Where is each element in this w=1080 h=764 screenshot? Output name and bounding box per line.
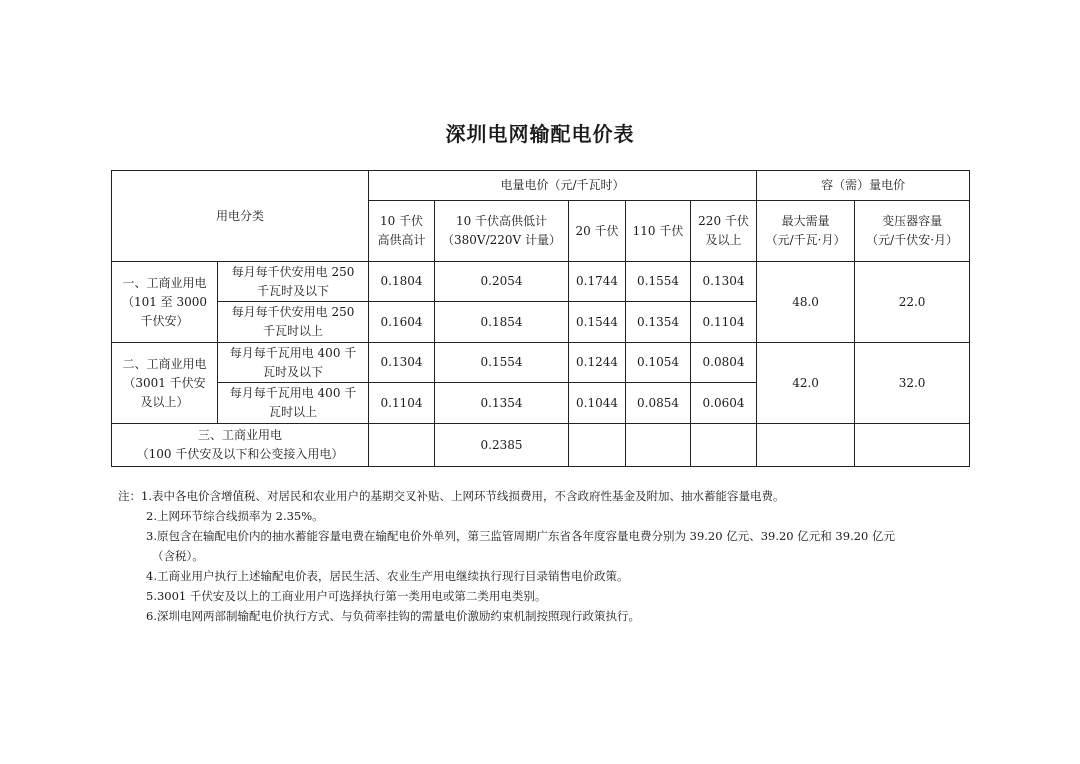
group-label: 一、工商业用电 （101 至 3000 千伏安） [112, 262, 218, 343]
note-3-cont: （含税）。 [152, 549, 204, 563]
table-cell: 0.1854 [435, 302, 569, 343]
table-cell: 0.0604 [691, 383, 757, 424]
category-header: 用电分类 [112, 171, 369, 262]
table-cell-empty [569, 424, 626, 467]
row-label: 每月每千伏安用电 250 千瓦时及以下 [218, 262, 369, 302]
table-cell: 0.1304 [369, 343, 435, 383]
table-cell: 0.2054 [435, 262, 569, 302]
table-cell-empty [855, 424, 970, 467]
row-label: 每月每千伏安用电 250 千瓦时以上 [218, 302, 369, 343]
note-3: 3.原包含在输配电价内的抽水蓄能容量电费在输配电价外单列，第三监管周期广东省各年度容量电费分别为 39.20 亿元、39.20 亿元和 39.20 亿元 [146, 529, 896, 543]
table-cell: 0.1104 [691, 302, 757, 343]
table-row [112, 424, 970, 467]
page-title: 深圳电网输配电价表 [445, 122, 635, 146]
table-cell: 0.1354 [435, 383, 569, 424]
row-label: 每月每千瓦用电 400 千 瓦时以上 [218, 383, 369, 424]
col-max-demand-header: 最大需量 （元/千瓦·月） [757, 201, 855, 262]
table-cell: 0.1554 [626, 262, 691, 302]
table-cell-empty [691, 424, 757, 467]
table-cell: 0.2385 [435, 424, 569, 467]
table-cell: 0.1304 [691, 262, 757, 302]
max-demand-value: 48.0 [757, 262, 855, 343]
table-cell: 0.1804 [369, 262, 435, 302]
table-cell: 0.1044 [569, 383, 626, 424]
group-label: 二、工商业用电 （3001 千伏安 及以上） [112, 343, 218, 424]
table-cell: 0.1544 [569, 302, 626, 343]
max-demand-value: 42.0 [757, 343, 855, 424]
table-cell: 0.0854 [626, 383, 691, 424]
note-6: 6.深圳电网两部制输配电价执行方式、与负荷率挂钩的需量电价激励约束机制按照现行政策执行。 [146, 609, 640, 623]
capacity-price-header: 容（需）量电价 [757, 171, 970, 201]
note-1: 注：1.表中各电价含增值税、对居民和农业用户的基期交叉补贴、上网环节线损费用，不含政府性基金及附加、抽水蓄能容量电费。 [118, 489, 785, 503]
table-cell: 0.1354 [626, 302, 691, 343]
table-cell: 0.0804 [691, 343, 757, 383]
notes [118, 486, 998, 626]
note-4: 4.工商业用户执行上述输配电价表，居民生活、农业生产用电继续执行现行目录销售电价政策。 [146, 569, 629, 583]
col-transformer-header: 变压器容量 （元/千伏安·月） [855, 201, 970, 262]
row-label: 每月每千瓦用电 400 千 瓦时及以下 [218, 343, 369, 383]
col-110kv-header: 110 千伏 [626, 201, 691, 262]
notes-prefix: 注： [118, 489, 141, 503]
table-row [112, 343, 970, 383]
table-cell: 0.1604 [369, 302, 435, 343]
col-220kv-header: 220 千伏 及以上 [691, 201, 757, 262]
table-cell: 0.1054 [626, 343, 691, 383]
table-cell-empty [626, 424, 691, 467]
table-cell: 0.1554 [435, 343, 569, 383]
col-20kv-header: 20 千伏 [569, 201, 626, 262]
note-2: 2.上网环节综合线损率为 2.35%。 [146, 509, 324, 523]
table-cell: 0.1744 [569, 262, 626, 302]
transformer-value: 32.0 [855, 343, 970, 424]
table-row [112, 262, 970, 302]
energy-price-header: 电量电价（元/千瓦时） [369, 171, 757, 201]
col-10kv-low-header: 10 千伏高供低计 （380V/220V 计量） [435, 201, 569, 262]
transformer-value: 22.0 [855, 262, 970, 343]
price-table [111, 170, 970, 467]
table-cell-empty [757, 424, 855, 467]
col-10kv-high-header: 10 千伏 高供高计 [369, 201, 435, 262]
table-cell-empty [369, 424, 435, 467]
table-cell: 0.1104 [369, 383, 435, 424]
row3-label: 三、工商业用电 （100 千伏安及以下和公变接入用电） [112, 424, 369, 467]
table-cell: 0.1244 [569, 343, 626, 383]
note-5: 5.3001 千伏安及以上的工商业用户可选择执行第一类用电或第二类用电类别。 [146, 589, 547, 603]
